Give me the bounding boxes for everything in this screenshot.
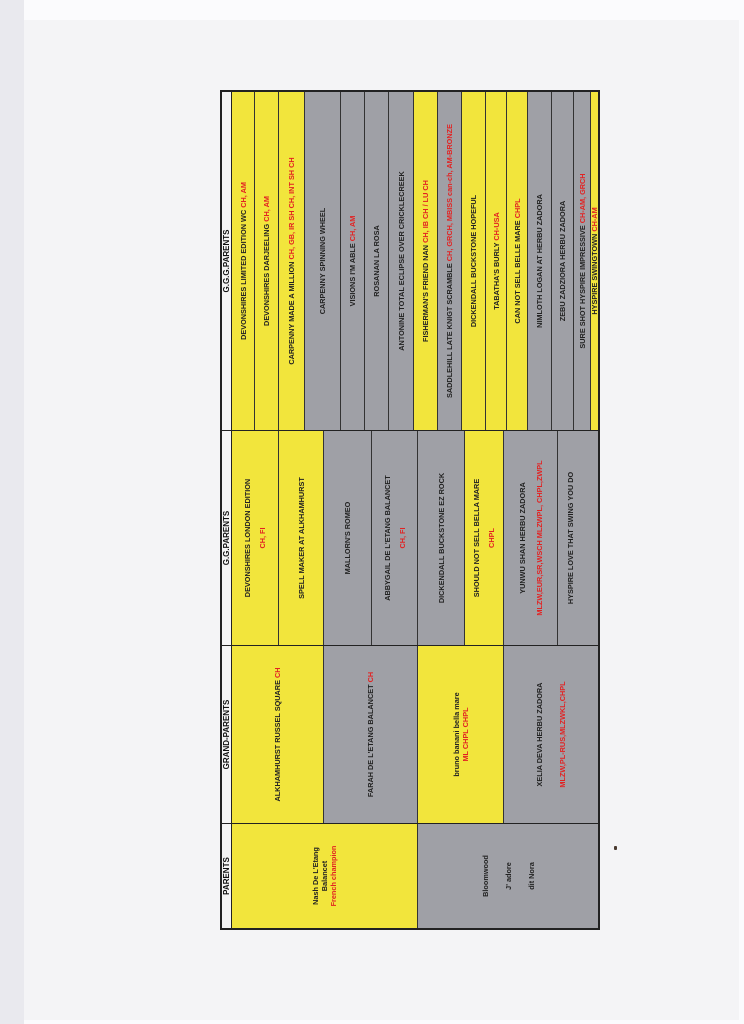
speck [614,846,617,850]
gg-parent-7-title: MLZW,EUR,SR,WSCH MLZWPL, CHPL,ZWPL [534,460,544,616]
ggg-parent-12-name: CAN NOT SELL BELLE MARE [512,220,522,324]
grandparent-2-name: FARAH DE L'ETANG BALANCET [366,684,375,798]
ggg-parent-4-name: CARPENNY SPINNING WHEEL [318,207,327,315]
pedigree-table [220,90,600,930]
grandparent-2-title: CH [366,671,375,683]
ggg-parent-16 [591,92,598,430]
gg-parent-4-title: CH, FI [397,527,407,549]
ggg-parent-3 [279,92,305,430]
ggg-parent-7-name: ANTONINE TOTAL ECLIPSE OVER CRICKLECREEK [396,171,406,351]
grandparent-4-name: XELIA DEVA HERBU ZADORA [535,682,544,787]
ggg-parent-2 [255,92,279,430]
ggg-parent-16-title: CH-AM [590,207,599,232]
ggg-parent-15-title: CH-AM, GRCH [577,173,587,224]
ggg-parent-1-title: CH, AM [238,182,248,208]
ggg-parent-3-name: CARPENNY MADE A MILLION [287,261,296,365]
grandparent-3 [418,646,504,823]
gg-parent-1-title: CH, FI [258,527,267,549]
ggg-parent-8-name: FISHERMAN'S FRIEND NAN [421,244,430,342]
parent-sire-title: French champion [329,845,338,907]
ggg-parent-4 [305,92,341,430]
gg-parent-6-title: CHPL [487,528,496,548]
ggg-parent-3-title: CH, GB, IR SH CH, INT SH CH [287,157,296,260]
ggg-parent-15 [574,92,591,430]
gg-parent-5 [418,431,465,645]
ggg-parent-12-title: CHPL [512,198,522,219]
scan-shadow [0,0,24,1024]
ggg-parent-13 [528,92,552,430]
gg-parent-5-name: DICKENDALL BUCKSTONE EZ ROCK [436,472,446,604]
grandparent-1-name: ALKHAMHURST RUSSEL SQUARE [273,680,282,802]
header-grandparents: GRAND-PARENTS [222,645,232,823]
gg-parent-4 [372,431,418,645]
ggg-parent-1 [232,92,255,430]
gg-parent-3 [324,431,372,645]
gg-parent-4-name: ABBYGAIL DE L'ETANG BALANCET [382,475,392,601]
grandparent-3-name: bruno banani bella mare [451,692,461,777]
ggg-parent-6-name: ROSANAN LA ROSA [372,225,381,297]
gg-parent-1-name: DEVONSHIRES LONDON EDITION [243,478,252,598]
ggg-parent-9-name: SADDLEHILL LATE KNIGT SCRAMBLE [445,263,454,398]
ggg-parent-14-name: ZEBU ZADZIORA HERBU ZADORA [558,200,567,322]
ggg-parent-10 [462,92,486,430]
gg-parent-3-name: MALLORN'S ROMEO [343,501,352,575]
grandparent-2 [324,646,418,823]
grandparent-1 [232,646,324,823]
parent-dam [418,824,598,928]
grandparent-1-title: CH [273,667,282,679]
gg-parent-1 [232,431,279,645]
parent-dam-line-1: Bloomwood [480,855,490,897]
gg-parent-6-name: SHOULD NOT SELL BELLA MARE [472,478,481,598]
ggg-parent-5-name: VISIONS I'M ABLE [348,243,357,307]
ggg-parent-10-name: DICKENDALL BUCKSTONE HOPEFUL [469,194,478,328]
parent-sire-line-1: Nash De L'Etang [311,847,320,905]
gg-parent-8 [558,431,598,645]
ggg-parent-11-name: TABATHA'S BURLY [491,242,501,310]
ggg-parent-5 [341,92,365,430]
ggg-parent-8-title: CH, IB CH / LU CH [421,180,430,243]
header-gg-parents: G.G.PARENTS [222,430,232,645]
ggg-parent-16-name: HYSPIRE SWINGTOWN [590,233,599,315]
ggg-parent-8 [414,92,438,430]
gg-parents-column [232,430,598,645]
ggg-parent-2-title: CH, AM [262,196,271,222]
parent-dam-line-3: dit Nora [526,862,536,890]
gg-parent-7-name: YUNWU SHAN HERBU ZADORA [517,482,527,594]
gg-parent-6 [465,431,504,645]
parent-sire [232,824,418,928]
ggg-parent-15-name: SURE SHOT HYSPIRE IMPRESSIVE [577,225,587,349]
ggg-parent-2-name: DEVONSHIRES DARJEELING [262,223,271,326]
ggg-parent-1-name: DEVONSHIRES LIMITED EDITION WC [238,209,248,340]
gg-parent-2 [279,431,324,645]
ggg-parent-11 [486,92,507,430]
grandparents-column [232,645,598,823]
grandparent-3-title: ML CHPL CHPL [460,707,470,762]
gg-parent-2-name: SPELL MAKER AT ALKHAMHURST [296,477,306,599]
ggg-parent-7 [389,92,414,430]
ggg-parent-6 [365,92,389,430]
parents-column [232,823,598,928]
ggg-parent-11-title: CH-USA [491,212,501,241]
header-parents: PARENTS [222,823,232,928]
ggg-parent-12 [507,92,528,430]
ggg-parent-14 [552,92,574,430]
gg-parent-7 [504,431,558,645]
ggg-parents-column [232,92,598,430]
parent-dam-line-2: J' adore [503,862,513,890]
gg-parent-8-name: HYSPIRE LOVE THAT SWING YOU DO [566,471,575,605]
ggg-parent-9-title: CH, GRCH, MBISS can-ch, AM-BRONZE [445,124,454,262]
ggg-parent-13-name: NIMLOTH LOGAN AT HERBU ZADORA [535,194,544,328]
grandparent-4 [504,646,598,823]
grandparent-4-title: MLZW,PL-RUS,MLZWKL,CHPL [558,681,567,788]
ggg-parent-5-title: CH, AM [348,215,357,242]
header-ggg-parents: G.G.G.PARENTS [222,92,232,430]
parent-sire-line-2: Balancet [320,860,329,892]
ggg-parent-9 [438,92,462,430]
